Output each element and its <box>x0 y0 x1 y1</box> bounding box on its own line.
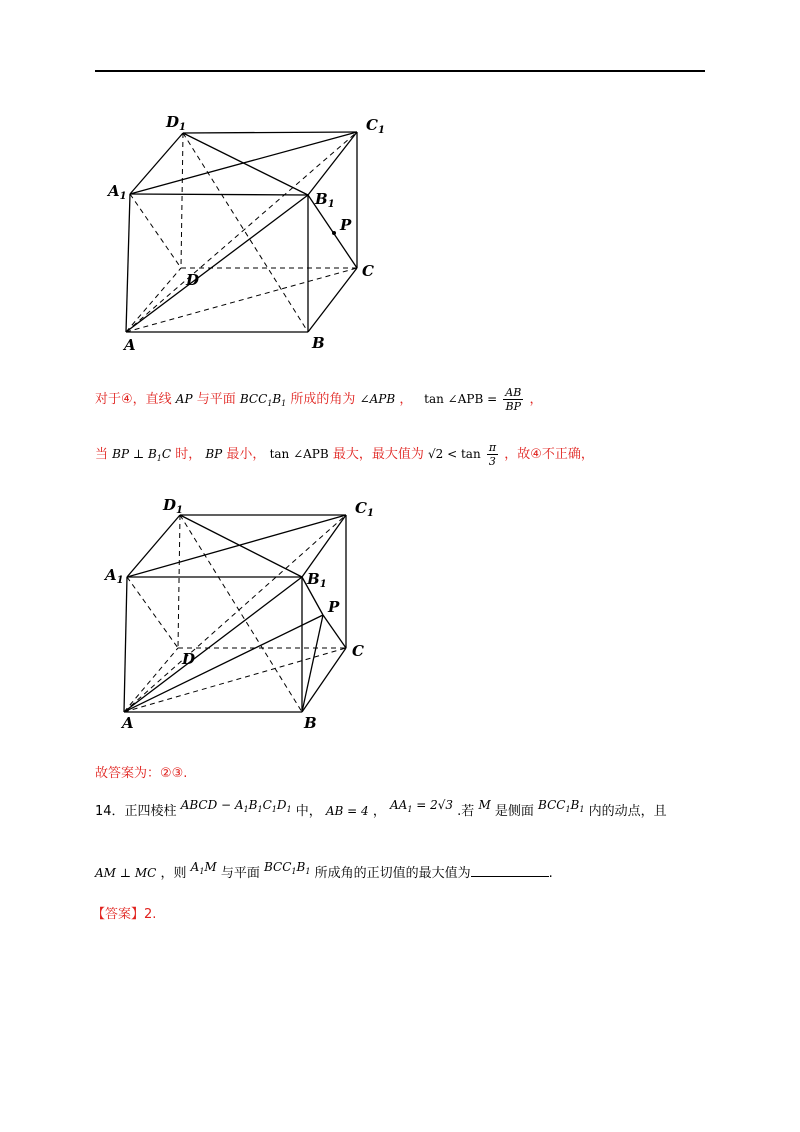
label-b1: B <box>315 190 328 208</box>
label-b: B <box>312 334 325 352</box>
label-b: B <box>304 714 317 730</box>
label-p: P <box>340 216 352 234</box>
svg-text:D1: $D_1$ <box>163 496 183 516</box>
header-rule <box>95 70 705 72</box>
label-c: C <box>362 262 374 280</box>
svg-text:A1: $A_1$ <box>105 566 124 586</box>
svg-text:C1: $C_1$ <box>355 499 374 519</box>
cube-figure-2 <box>0 490 420 730</box>
answer-summary: 故答案为：②③. <box>95 766 188 781</box>
text-line-1: 对于④，直线 AP 与平面 $BCC_1B_1$ 所成的角为 ∠APB ， tan ∠APB = $\frac{AB}{BP}$ ， <box>95 386 543 413</box>
label-a1: A <box>105 566 117 584</box>
label-a1: A <box>108 182 120 200</box>
answer-line: 【答案】2. <box>92 907 157 922</box>
svg-text:B1: $B_1$ <box>315 190 335 210</box>
svg-text:C1: $C_1$ <box>366 116 385 136</box>
question-14-line-2: AM ⊥ MC ，则 $A_1M$ 与平面 $BCC_1B_1$ 所成角的正切值的最大值为 . <box>95 860 553 881</box>
label-c: C <box>352 642 364 660</box>
svg-text:B1: $B_1$ <box>307 570 327 590</box>
label-c1: C <box>355 499 367 517</box>
label-a: A <box>124 336 136 354</box>
label-d1: D <box>166 113 180 131</box>
label-d1: D <box>163 496 177 514</box>
label-b1: B <box>307 570 320 588</box>
label-d: D <box>186 271 200 289</box>
label-p: P <box>328 598 340 616</box>
label-c1: C <box>366 116 378 134</box>
label-d: D <box>182 650 196 668</box>
svg-text:A1: $A_1$ <box>108 182 127 202</box>
answer-blank <box>471 864 549 877</box>
point-p-marker <box>332 231 336 235</box>
label-a: A <box>122 714 134 730</box>
cube-figure-1 <box>0 100 420 360</box>
text-line-2: 当 BP ⊥ $B_1C$ 时， BP 最小， tan ∠APB 最大，最大值为 √2 < tan $\frac{\pi}{3}$ ，故④不正确， <box>95 441 594 468</box>
question-14-line-1: 14．正四棱柱 ABCD − $A_1B_1C_1D_1$ 中， AB = 4 ， $AA_1 = 2√3$ .若 M 是侧面 $BCC_1B_1$ 内的动点，且 <box>95 798 667 819</box>
svg-text:D1: $D_1$ <box>166 113 186 133</box>
